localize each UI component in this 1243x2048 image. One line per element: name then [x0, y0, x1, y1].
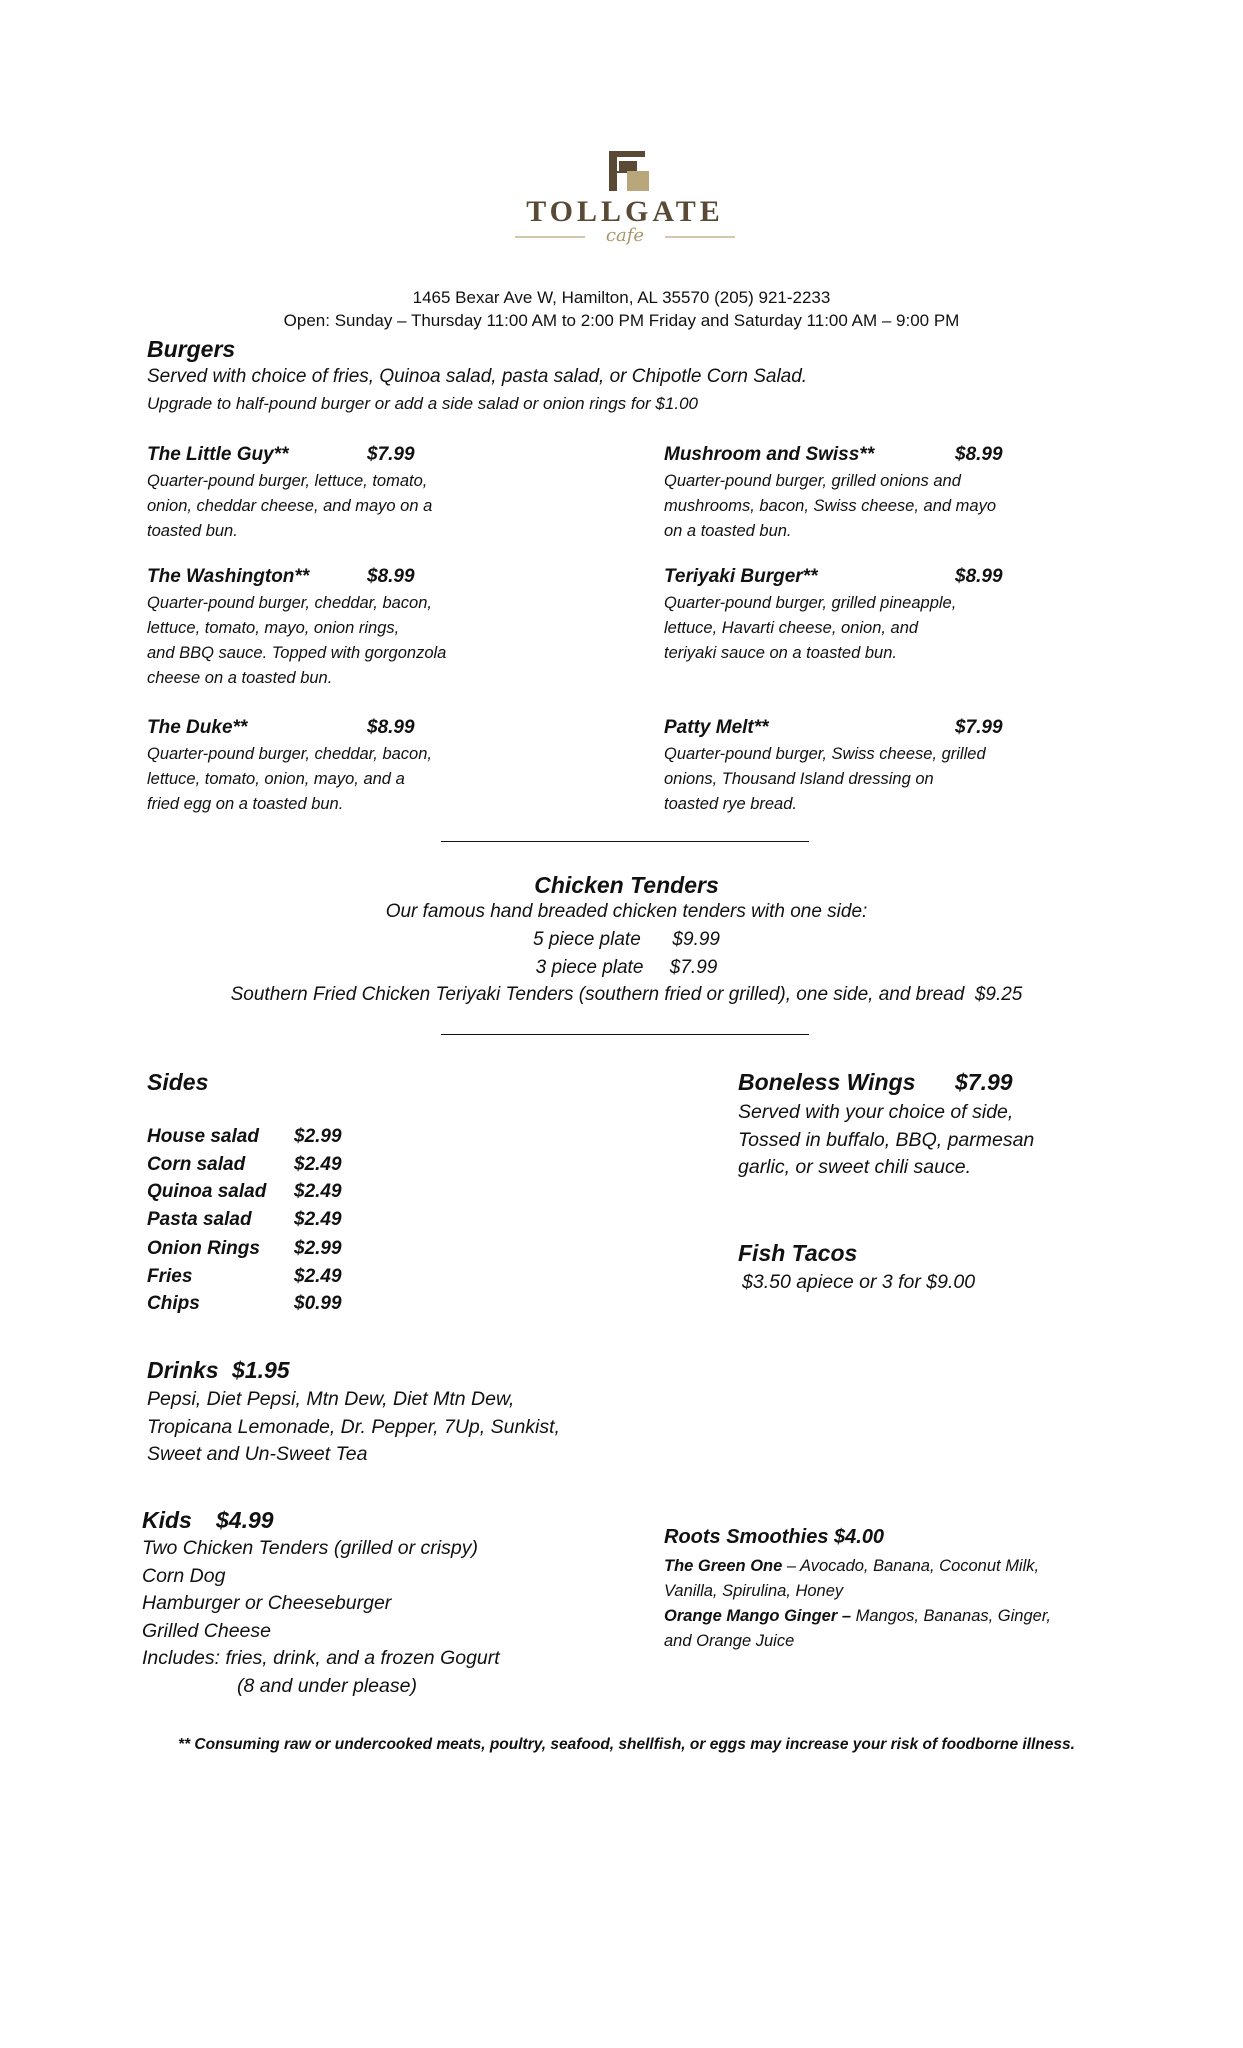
burger-price: $8.99: [367, 566, 415, 587]
burger-name: Teriyaki Burger**: [664, 566, 818, 587]
brand-tagline: cafe: [605, 225, 645, 246]
burger-price: $7.99: [367, 444, 415, 465]
divider: [441, 841, 809, 842]
allergy-notice: ** Consuming raw or undercooked meats, poultry, seafood, shellfish, or eggs may increase your risk of foodborne illness.: [178, 1736, 1075, 1753]
drinks-title: Drinks: [147, 1357, 219, 1383]
burger-desc: Quarter-pound burger, cheddar, bacon, lettuce, tomato, onion, mayo, and a fried egg on a toasted bun.: [147, 745, 432, 813]
tenders-5pc: 5 piece plate $9.99: [533, 929, 720, 950]
tenders-title: Chicken Tenders: [534, 872, 719, 898]
list-item: Fries $2.49: [147, 1265, 342, 1287]
address: 1465 Bexar Ave W, Hamilton, AL 35570 (205) 921-2233: [412, 288, 831, 307]
burger-desc: Quarter-pound burger, lettuce, tomato, onion, cheddar cheese, and mayo on a toasted bun.: [147, 472, 433, 540]
smoothies-desc: The Green One – Avocado, Banana, Coconut Milk, Vanilla, Spirulina, Honey Orange Mango Ginger – Mangos, Bananas, Ginger, and Orange Juice: [664, 1557, 1051, 1650]
wings-title: Boneless Wings: [738, 1069, 916, 1095]
sides-list: [147, 1126, 407, 1321]
tacos-title: Fish Tacos: [738, 1240, 858, 1266]
drinks-price: $1.95: [232, 1357, 290, 1383]
burger-name: The Little Guy**: [147, 444, 289, 465]
burger-price: $8.99: [955, 444, 1003, 465]
burger-desc: Quarter-pound burger, cheddar, bacon, lettuce, tomato, mayo, onion rings, and BBQ sauce. Topped with gorgonzola cheese on a toasted bun.: [147, 594, 447, 687]
burger-desc: Quarter-pound burger, Swiss cheese, grilled onions, Thousand Island dressing on toasted rye bread.: [664, 745, 986, 813]
sides-title: Sides: [147, 1069, 209, 1095]
kids-title: Kids: [142, 1507, 192, 1533]
kids-list: Two Chicken Tenders (grilled or crispy) Corn Dog Hamburger or Cheeseburger Grilled Cheese Includes: fries, drink, and a frozen Gogurt (8 and under please): [142, 1537, 500, 1697]
burger-price: $8.99: [955, 566, 1003, 587]
kids-price: $4.99: [216, 1507, 274, 1533]
tenders-subtitle: Our famous hand breaded chicken tenders with one side:: [385, 901, 868, 922]
list-item: House salad $2.99: [147, 1126, 342, 1147]
wings-price: $7.99: [955, 1069, 1013, 1095]
drinks-desc: Pepsi, Diet Pepsi, Mtn Dew, Diet Mtn Dew, Tropicana Lemonade, Dr. Pepper, 7Up, Sunkist, Sweet and Un-Sweet Tea: [147, 1388, 560, 1465]
list-item: Chips $0.99: [147, 1293, 342, 1314]
tenders-3pc: 3 piece plate $7.99: [535, 957, 718, 978]
burgers-title: Burgers: [147, 336, 236, 362]
tenders-teriyaki: Southern Fried Chicken Teriyaki Tenders (southern fried or grilled), one side, and bread $9.25: [230, 984, 1023, 1005]
tollgate-logo-icon: [505, 145, 745, 197]
brand-name: TOLLGATE: [526, 195, 724, 228]
burger-price: $8.99: [367, 717, 415, 738]
burgers-subtitle: Served with choice of fries, Quinoa salad, pasta salad, or Chipotle Corn Salad.: [147, 366, 808, 387]
burger-desc: Quarter-pound burger, grilled onions and mushrooms, bacon, Swiss cheese, and mayo on a toasted bun.: [664, 472, 996, 540]
list-item: Pasta salad $2.49: [147, 1208, 342, 1230]
smoothies-title: Roots Smoothies $4.00: [664, 1526, 885, 1548]
burger-name: The Duke**: [147, 717, 248, 738]
burgers-upgrade: Upgrade to half-pound burger or add a side salad or onion rings for $1.00: [147, 394, 698, 413]
logo: [505, 145, 745, 245]
burger-price: $7.99: [955, 717, 1003, 738]
list-item: Onion Rings $2.99: [147, 1238, 342, 1259]
burger-name: Patty Melt**: [664, 717, 769, 738]
list-item: Corn salad $2.49: [147, 1153, 342, 1175]
wings-desc: Served with your choice of side, Tossed in buffalo, BBQ, parmesan garlic, or sweet chili sauce.: [738, 1101, 1035, 1178]
burger-desc: Quarter-pound burger, grilled pineapple, lettuce, Havarti cheese, onion, and teriyaki sauce on a toasted bun.: [664, 594, 957, 662]
tacos-desc: $3.50 apiece or 3 for $9.00: [742, 1271, 976, 1293]
divider: [441, 1034, 809, 1035]
list-item: Quinoa salad $2.49: [147, 1181, 342, 1202]
burger-name: Mushroom and Swiss**: [664, 444, 875, 465]
hours: Open: Sunday – Thursday 11:00 AM to 2:00 PM Friday and Saturday 11:00 AM – 9:00 PM: [283, 311, 960, 330]
burger-name: The Washington**: [147, 566, 310, 587]
